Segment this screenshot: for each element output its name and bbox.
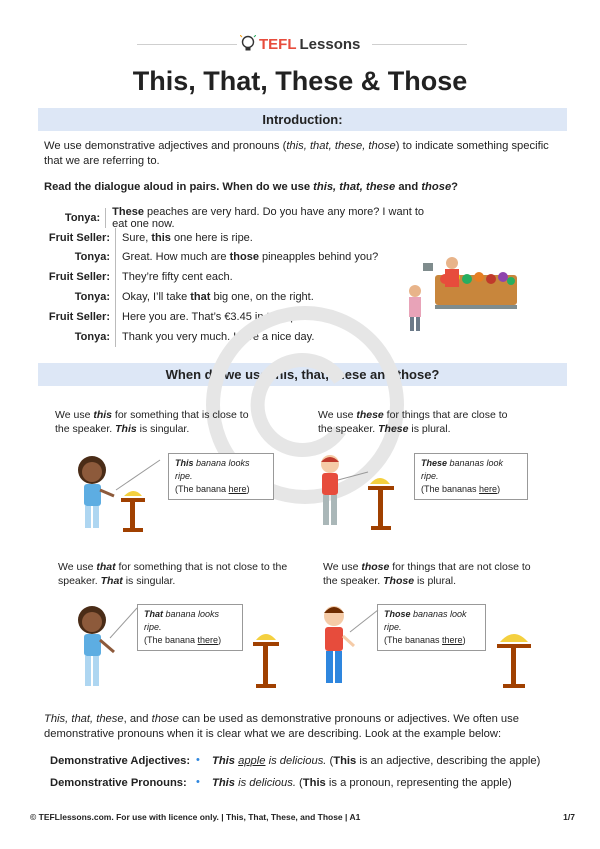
page-title: This, That, These & Those	[132, 66, 468, 96]
intro-paragraph	[44, 139, 564, 169]
task-words: this, that, these	[313, 181, 396, 193]
task-instruction	[44, 180, 564, 195]
header-rule-right	[372, 44, 467, 45]
girl-this-illustration	[72, 452, 162, 537]
intro-text-words: this, that, these, those	[286, 140, 396, 152]
task-last: those	[421, 181, 452, 193]
speech-box-those: Those bananas look ripe. (The bananas there)	[377, 604, 486, 651]
explain-this: We use this for something that is close to the speaker. This is singular.	[55, 409, 249, 435]
speaker: Tonya:	[38, 327, 116, 347]
example-label-adjectives: Demonstrative Adjectives:	[50, 755, 191, 767]
footer	[30, 812, 575, 822]
fruit-stall-illustration	[405, 255, 520, 335]
speaker: Tonya:	[38, 208, 106, 228]
line-text: Okay, I’ll take that big one, on the right.	[122, 291, 314, 304]
line-text: Here you are. That’s €3.45 in total please.	[122, 310, 326, 323]
speaker: Fruit Seller:	[38, 228, 116, 248]
explain-these: We use these for things that are close to the speaker. These is plural.	[318, 409, 508, 435]
explain-that: We use that for something that is not close to the speaker. That is singular.	[58, 561, 288, 587]
example-pronouns: This is delicious. (This is a pronoun, representing the apple)	[212, 777, 512, 789]
speaker: Fruit Seller:	[38, 307, 116, 327]
boy-these-illustration	[318, 452, 408, 537]
boy-those-illustration	[312, 600, 542, 695]
summary-paragraph: This, that, these, and those can be used as demonstrative pronouns or adjectives. We often use demonstrative pronouns when it is clear what we are describing. Look at the example below:	[44, 713, 519, 740]
logo-text-lessons: Lessons	[299, 35, 361, 53]
speaker: Tonya:	[38, 287, 116, 307]
dialogue-line	[38, 205, 438, 230]
header-rule-left	[137, 44, 237, 45]
line-text: These peaches are very hard. Do you have any more? I want to eat one now.	[112, 205, 425, 230]
dialogue-line	[38, 248, 438, 268]
speech-box-this: This banana looks ripe. (The banana here)	[168, 453, 274, 500]
example-adjectives: This apple is delicious. (This is an adjective, describing the apple)	[212, 755, 541, 767]
task-end: ?	[451, 181, 459, 193]
line-text: Thank you very much. Have a nice day.	[122, 330, 315, 343]
logo-text-tefl: TEFL	[259, 35, 297, 53]
task-and: and	[395, 181, 422, 193]
lightbulb-icon	[240, 35, 256, 53]
bullet-icon: •	[196, 754, 200, 766]
speech-box-these: These bananas look ripe. (The bananas here)	[414, 453, 528, 500]
speech-box-that: That banana looks ripe. (The banana there)	[137, 604, 243, 651]
line-text: Great. How much are those pineapples behind you?	[122, 251, 379, 264]
usage-heading: When do we use this, that, these and those?	[165, 367, 440, 382]
girl-that-illustration	[70, 600, 285, 695]
line-text: They’re fifty cent each.	[122, 271, 233, 284]
dialogue-line	[38, 228, 438, 248]
bullet-icon: •	[196, 776, 200, 788]
dialogue-line	[38, 267, 438, 287]
page-number: 1/7	[563, 812, 575, 822]
intro-text-post: ) to indicate something specific that we are referring to.	[44, 140, 549, 167]
line-text: Sure, this one here is ripe.	[122, 231, 253, 244]
example-label-pronouns: Demonstrative Pronouns:	[50, 777, 187, 789]
intro-heading: Introduction:	[262, 112, 343, 127]
explain-those: We use those for things that are not close to the speaker. Those is plural.	[323, 561, 531, 587]
intro-heading-band	[38, 108, 567, 131]
task-pre: Read the dialogue aloud in pairs. When do we use	[44, 181, 314, 193]
brand-logo	[240, 33, 370, 55]
speaker: Fruit Seller:	[38, 267, 116, 287]
intro-text-pre: We use demonstrative adjectives and pronouns (	[44, 140, 287, 152]
footer-text: © TEFLlessons.com. For use with licence only. | This, That, These, and Those | A1	[30, 812, 361, 822]
speaker: Tonya:	[38, 248, 116, 268]
